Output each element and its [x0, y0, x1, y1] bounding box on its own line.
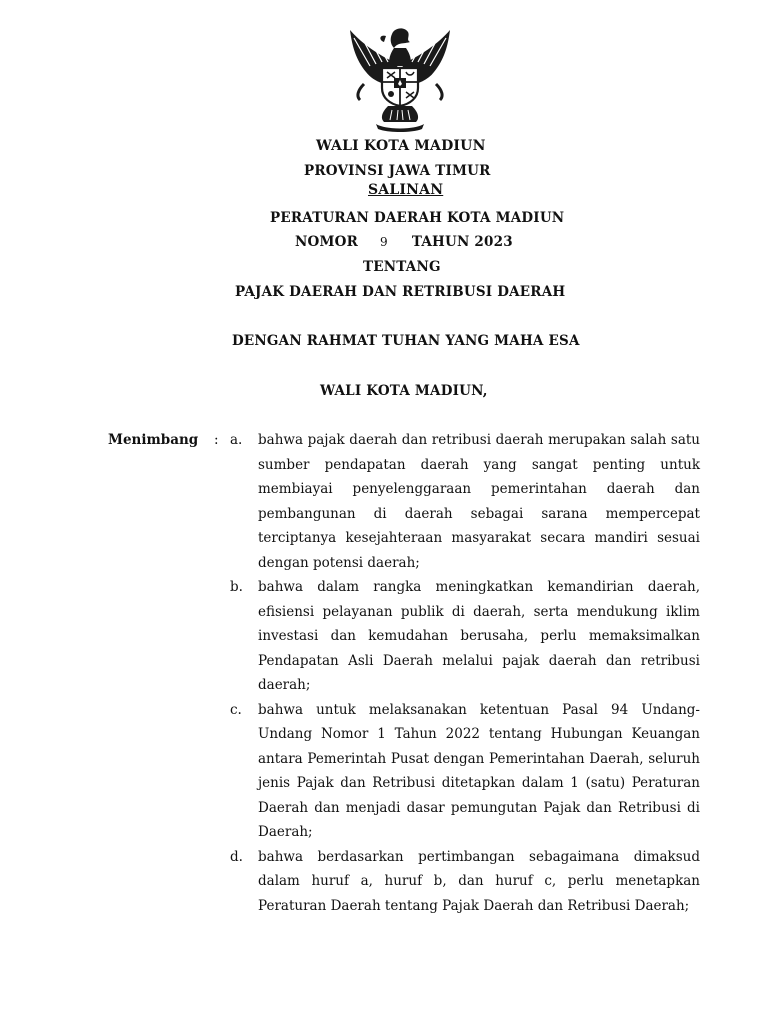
regulation-title: PERATURAN DAERAH KOTA MADIUN — [270, 210, 565, 226]
province-name: PROVINSI JAWA TIMUR — [304, 163, 491, 179]
year-label: TAHUN 2023 — [411, 234, 513, 250]
item-letter: a. — [230, 432, 243, 448]
considering-separator: : — [214, 432, 219, 448]
list-item — [230, 845, 700, 919]
item-text: bahwa berdasarkan pertimbangan sebagaimana dimaksud dalam huruf a, huruf b, dan huruf c, perlu menetapkan Peraturan Daerah tentang Pajak Daerah dan Retribusi Daerah; — [258, 848, 700, 914]
regulation-subject: PAJAK DAERAH DAN RETRIBUSI DAERAH — [235, 284, 566, 300]
institution-title: WALI KOTA MADIUN — [316, 138, 486, 154]
considering-label: Menimbang — [108, 432, 199, 448]
about-label: TENTANG — [363, 259, 441, 275]
item-text: bahwa dalam rangka meningkatkan kemandirian daerah, efisiensi pelayanan publik di daerah, serta mendukung iklim investasi dan kemudahan berusaha, perlu memaksimalkan Pendapatan Asli Daerah melalui pajak daerah dan retribusi daerah; — [258, 579, 700, 693]
authority-line: WALI KOTA MADIUN, — [320, 383, 488, 399]
invocation: DENGAN RAHMAT TUHAN YANG MAHA ESA — [232, 333, 580, 349]
item-letter: c. — [230, 701, 242, 718]
item-text: bahwa pajak daerah dan retribusi daerah merupakan salah satu sumber pendapatan daerah yang sangat penting untuk membiayai penyelenggaraan pemerintahan daerah dan pembangunan di daerah sebagai sarana mempercepat terciptanya kesejahteraan masyarakat secara mandiri sesuai dengan potensi daerah; — [258, 432, 700, 571]
garuda-emblem — [340, 26, 460, 134]
considering-list — [230, 428, 700, 918]
item-letter: d. — [230, 848, 243, 865]
regulation-number-row — [295, 234, 513, 250]
item-letter: b. — [230, 579, 243, 595]
number-value: 9 — [380, 235, 388, 249]
list-item — [230, 428, 700, 575]
list-item — [230, 575, 700, 698]
list-item — [230, 698, 700, 845]
number-label: NOMOR — [295, 234, 359, 250]
copy-mark: SALINAN — [368, 182, 444, 198]
item-text: bahwa untuk melaksanakan ketentuan Pasal 94 Undang-Undang Nomor 1 Tahun 2022 tentang Hubungan Keuangan antara Pemerintah Pusat dengan Pemerintahan Daerah, seluruh jenis Pajak dan Retribusi ditetapkan dalam 1 (satu) Peraturan Daerah dan menjadi dasar pemungutan Pajak dan Retribusi di Daerah; — [258, 701, 700, 840]
